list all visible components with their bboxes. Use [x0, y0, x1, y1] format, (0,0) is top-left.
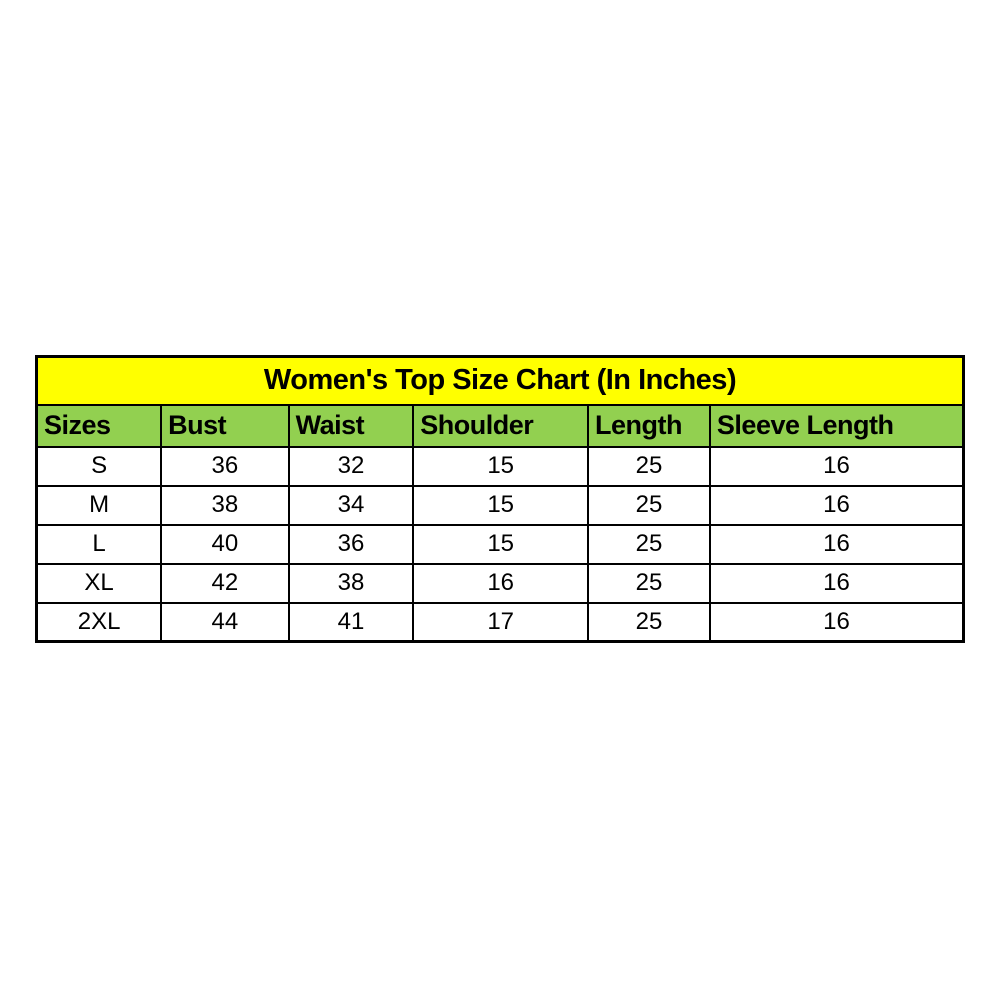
size-label-cell: L: [37, 525, 162, 564]
measurement-cell: 42: [161, 564, 288, 603]
chart-title: Women's Top Size Chart (In Inches): [37, 357, 964, 405]
size-label-cell: XL: [37, 564, 162, 603]
measurement-cell: 16: [710, 603, 964, 642]
header-cell-length: Length: [588, 405, 710, 447]
measurement-cell: 25: [588, 486, 710, 525]
measurement-cell: 16: [710, 525, 964, 564]
header-row: [37, 405, 964, 447]
table-row-m: [37, 486, 964, 525]
header-cell-waist: Waist: [289, 405, 414, 447]
measurement-cell: 41: [289, 603, 414, 642]
measurement-cell: 40: [161, 525, 288, 564]
measurement-cell: 25: [588, 525, 710, 564]
size-label-cell: M: [37, 486, 162, 525]
measurement-cell: 25: [588, 603, 710, 642]
measurement-cell: 17: [413, 603, 588, 642]
table-row-2xl: [37, 603, 964, 642]
header-cell-bust: Bust: [161, 405, 288, 447]
measurement-cell: 16: [710, 447, 964, 486]
header-cell-sleeve-length: Sleeve Length: [710, 405, 964, 447]
measurement-cell: 44: [161, 603, 288, 642]
table-row-s: [37, 447, 964, 486]
measurement-cell: 25: [588, 564, 710, 603]
measurement-cell: 15: [413, 447, 588, 486]
size-chart: [35, 355, 965, 643]
measurement-cell: 32: [289, 447, 414, 486]
header-cell-shoulder: Shoulder: [413, 405, 588, 447]
measurement-cell: 36: [289, 525, 414, 564]
measurement-cell: 15: [413, 525, 588, 564]
measurement-cell: 34: [289, 486, 414, 525]
size-label-cell: S: [37, 447, 162, 486]
measurement-cell: 16: [413, 564, 588, 603]
measurement-cell: 36: [161, 447, 288, 486]
measurement-cell: 16: [710, 486, 964, 525]
header-cell-sizes: Sizes: [37, 405, 162, 447]
measurement-cell: 25: [588, 447, 710, 486]
measurement-cell: 38: [289, 564, 414, 603]
size-label-cell: 2XL: [37, 603, 162, 642]
measurement-cell: 16: [710, 564, 964, 603]
size-chart-table: [35, 355, 965, 643]
measurement-cell: 15: [413, 486, 588, 525]
table-row-l: [37, 525, 964, 564]
table-row-xl: [37, 564, 964, 603]
title-row: [37, 357, 964, 405]
measurement-cell: 38: [161, 486, 288, 525]
